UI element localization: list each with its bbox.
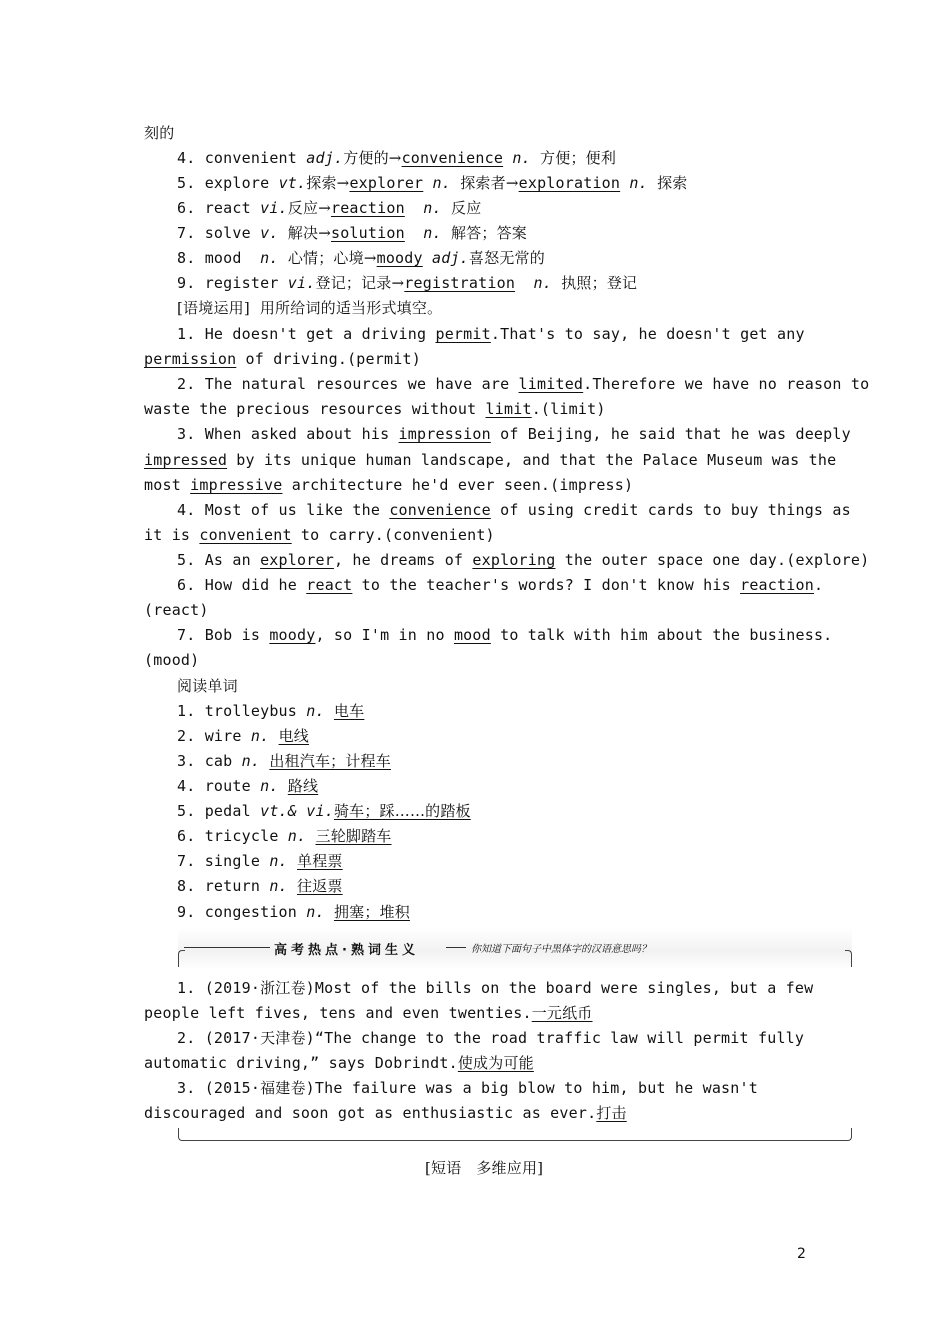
vocab-item-4: 4. convenient adj.方便的→convenience n. 方便；便利 — [177, 149, 617, 167]
exercise-4-line-2: it is convenient to carry.(convenient) — [144, 526, 495, 544]
vocab-item-6: 6. react vi.反应→reaction n. 反应 — [177, 199, 482, 217]
vocab-item-5: 5. explore vt.探索→explorer n. 探索者→exploration n. 探索 — [177, 174, 688, 192]
gaokao-2-line-2: automatic driving,” says Dobrindt.使成为可能 — [144, 1054, 534, 1072]
section-bottom-bracket — [178, 1128, 852, 1144]
exercise-3-line-3: most impressive architecture he'd ever seen.(impress) — [144, 476, 634, 494]
answer: convenience — [389, 501, 491, 519]
gaokao-3-line-2: discouraged and soon got as enthusiastic as ever.打击 — [144, 1104, 627, 1122]
exercise-1-line-1: 1. He doesn't get a driving permit.That's to say, he doesn't get any — [177, 325, 805, 343]
reading-heading: 阅读单词 — [177, 677, 238, 695]
answer: moody — [269, 626, 316, 644]
gaokao-2-line-1: 2. (2017·天津卷)“The change to the road traffic law will permit fully — [177, 1029, 805, 1047]
bottom-bracket-left — [178, 1128, 185, 1141]
reading-item-3: 3. cab n. 出租汽车；计程车 — [177, 752, 391, 770]
exercise-5: 5. As an explorer, he dreams of exploring the outer space one day.(explore) — [177, 551, 870, 569]
exercise-3-line-2: impressed by its unique human landscape, and that the Palace Museum was the — [144, 451, 837, 469]
exercise-1-line-2: permission of driving.(permit) — [144, 350, 421, 368]
page-number: 2 — [797, 1246, 806, 1262]
reading-item-4: 4. route n. 路线 — [177, 777, 319, 795]
gaokao-1-line-2: people left fives, tens and even twenties.一元纸币 — [144, 1004, 593, 1022]
phrase-heading: [短语 多维应用] — [425, 1159, 544, 1177]
gaokao-1-line-1: 1. (2019·浙江卷)Most of the bills on the board were singles, but a few — [177, 979, 814, 997]
answer: 打击 — [596, 1104, 627, 1122]
answer: 往返票 — [297, 877, 343, 895]
answer: react — [306, 576, 353, 594]
answer: mood — [453, 626, 491, 644]
answer: 拥塞；堆积 — [333, 903, 410, 921]
answer: impressed — [144, 451, 228, 469]
answer: impression — [398, 425, 491, 443]
reading-item-8: 8. return n. 往返票 — [177, 877, 343, 895]
exercise-3-line-1: 3. When asked about his impression of Beijing, he said that he was deeply — [177, 425, 851, 443]
answer: limited — [518, 375, 584, 393]
answer: registration — [404, 274, 516, 292]
exercise-7-line-1: 7. Bob is moody, so I'm in no mood to talk with him about the business. — [177, 626, 833, 644]
answer: explorer — [349, 174, 424, 192]
bottom-bracket-rule — [185, 1140, 845, 1141]
banner-bracket-right — [845, 950, 852, 967]
answer: reaction — [330, 199, 405, 217]
reading-item-7: 7. single n. 单程票 — [177, 852, 343, 870]
answer: 出租汽车；计程车 — [269, 752, 391, 770]
context-heading: [语境运用] 用所给词的适当形式填空。 — [177, 299, 443, 317]
answer: 单程票 — [297, 852, 343, 870]
answer: convenience — [401, 149, 504, 167]
answer: reaction — [740, 576, 814, 594]
answer: 三轮脚踏车 — [315, 827, 392, 845]
vocab-item-9: 9. register vi.登记；记录→registration n. 执照；登记 — [177, 274, 638, 292]
exercise-2-line-1: 2. The natural resources we have are limited.Therefore we have no reason to — [177, 375, 870, 393]
bottom-bracket-right — [845, 1128, 852, 1141]
answer: convenient — [199, 526, 292, 544]
banner-title: 高考热点·熟词生义 — [274, 943, 419, 958]
banner-subtitle: 你知道下面句子中黑体字的汉语意思吗？ — [471, 944, 651, 955]
top-fragment: 刻的 — [144, 124, 175, 142]
answer: 电线 — [278, 727, 309, 745]
section-banner — [178, 928, 852, 970]
answer: solution — [330, 224, 405, 242]
answer: limit — [485, 400, 532, 418]
exercise-2-line-2: waste the precious resources without limit.(limit) — [144, 400, 606, 418]
answer: 使成为可能 — [457, 1054, 534, 1072]
reading-item-1: 1. trolleybus n. 电车 — [177, 702, 365, 720]
exercise-7-line-2: (mood) — [144, 651, 200, 669]
answer: 一元纸币 — [531, 1004, 593, 1022]
exercise-6-line-2: (react) — [144, 601, 209, 619]
exercise-4-line-1: 4. Most of us like the convenience of using credit cards to buy things as — [177, 501, 851, 519]
answer: 电车 — [333, 702, 365, 720]
answer: 骑车；踩……的踏板 — [333, 802, 471, 820]
banner-bracket-left — [178, 950, 185, 967]
answer: exploration — [518, 174, 621, 192]
vocab-item-7: 7. solve v. 解决→solution n. 解答；答案 — [177, 224, 528, 242]
answer: 路线 — [287, 777, 319, 795]
reading-item-6: 6. tricycle n. 三轮脚踏车 — [177, 827, 392, 845]
reading-item-5: 5. pedal vt.& vi.骑车；踩……的踏板 — [177, 802, 471, 820]
exercise-6-line-1: 6. How did he react to the teacher's words? I don't know his reaction. — [177, 576, 824, 594]
answer: exploring — [472, 551, 556, 569]
reading-item-2: 2. wire n. 电线 — [177, 727, 309, 745]
gaokao-3-line-1: 3. (2015·福建卷)The failure was a big blow to him, but he wasn't — [177, 1079, 758, 1097]
answer: permit — [435, 325, 491, 343]
vocab-item-8: 8. mood n. 心情；心境→moody adj.喜怒无常的 — [177, 249, 545, 267]
reading-item-9: 9. congestion n. 拥塞；堆积 — [177, 903, 410, 921]
answer: explorer — [260, 551, 334, 569]
answer: moody — [376, 249, 423, 267]
answer: impressive — [190, 476, 283, 494]
answer: permission — [144, 350, 237, 368]
banner-rule-mid — [446, 947, 466, 948]
banner-rule-left — [184, 947, 270, 948]
